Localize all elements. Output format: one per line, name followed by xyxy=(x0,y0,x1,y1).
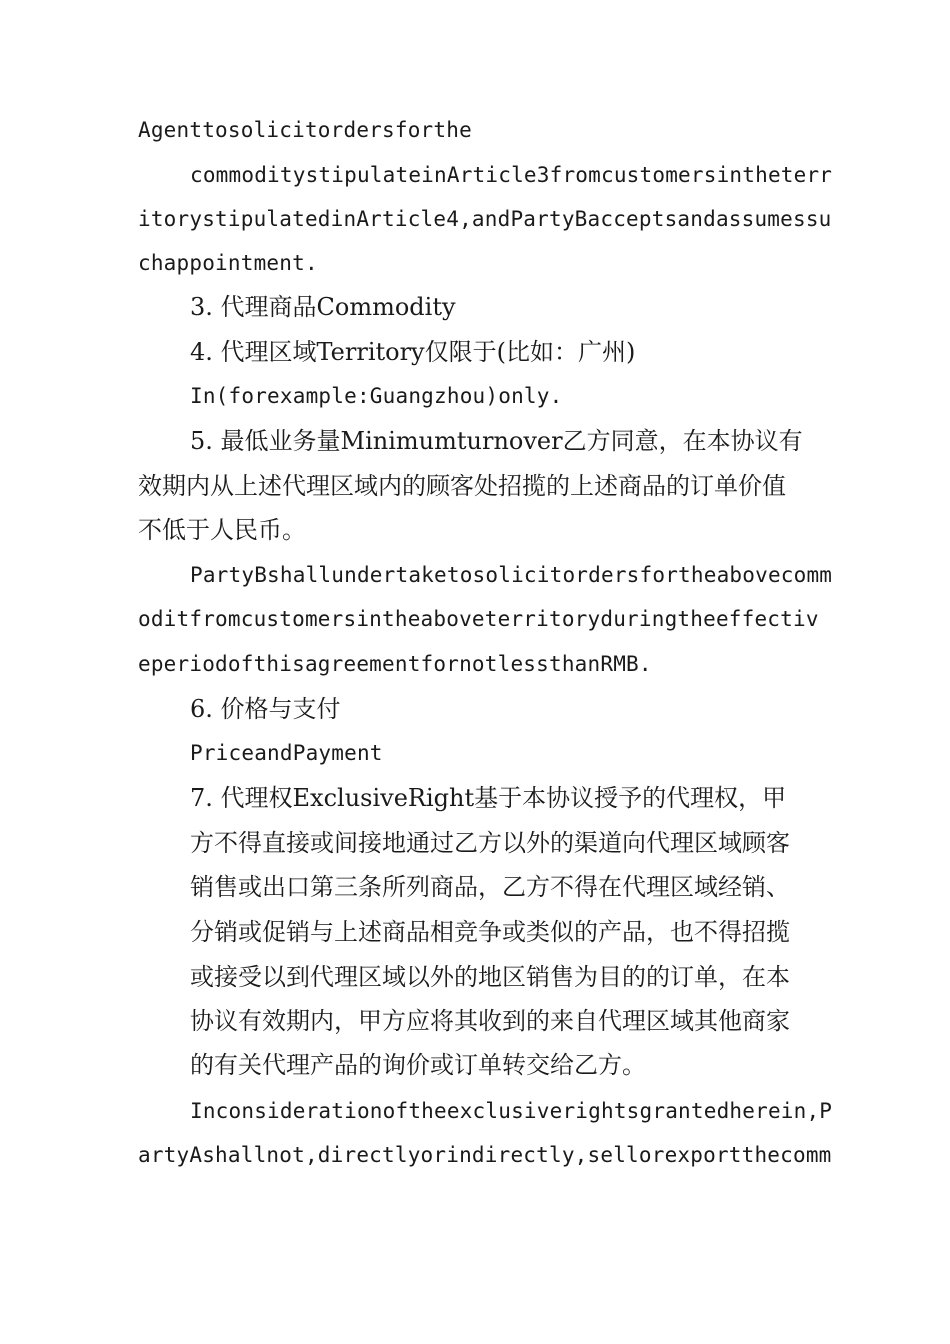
text-line: chappointment. xyxy=(138,251,318,275)
text-line: itorystipulatedinArticle4,andPartyBacceptsandassumessu xyxy=(138,207,832,231)
text-line: 方不得直接或间接地通过乙方以外的渠道向代理区域顾客 xyxy=(190,829,790,857)
text-line: In(forexample:Guangzhou)only. xyxy=(190,384,563,408)
text-line: 或接受以到代理区域以外的地区销售为目的的订单，在本 xyxy=(190,963,790,991)
text-line: Inconsiderationoftheexclusiverightsgrantedherein,P xyxy=(190,1099,833,1123)
text-line: artyAshallnot,directlyorindirectly,sellorexportthecomm xyxy=(138,1143,832,1167)
section-heading-3: 3. 代理商品Commodity xyxy=(190,293,456,321)
section-heading-5: 5. 最低业务量Minimumturnover乙方同意，在本协议有 xyxy=(190,427,803,455)
text-line: Agenttosolicitordersforthe xyxy=(138,118,472,142)
section-heading-6: 6. 价格与支付 xyxy=(190,695,341,723)
text-line: PriceandPayment xyxy=(190,741,383,765)
section-heading-4: 4. 代理区域Territory仅限于(比如：广州) xyxy=(190,338,636,366)
text-line: commoditystipulateinArticle3fromcustomersintheterr xyxy=(190,163,833,187)
text-line: 效期内从上述代理区域内的顾客处招揽的上述商品的订单价值 xyxy=(138,472,786,500)
text-line: 的有关代理产品的询价或订单转交给乙方。 xyxy=(190,1051,646,1079)
text-line: 协议有效期内，甲方应将其收到的来自代理区域其他商家 xyxy=(190,1007,790,1035)
section-heading-7: 7. 代理权ExclusiveRight基于本协议授予的代理权，甲 xyxy=(190,784,787,812)
text-line: eperiodofthisagreementfornotlessthanRMB. xyxy=(138,652,652,676)
text-line: 分销或促销与上述商品相竞争或类似的产品，也不得招揽 xyxy=(190,918,790,946)
text-line: 不低于人民币。 xyxy=(138,516,306,544)
text-line: 销售或出口第三条所列商品，乙方不得在代理区域经销、 xyxy=(190,873,790,901)
text-line: oditfromcustomersintheaboveterritoryduringtheeffectiv xyxy=(138,607,819,631)
text-line: PartyBshallundertaketosolicitordersfortheabovecomm xyxy=(190,563,833,587)
